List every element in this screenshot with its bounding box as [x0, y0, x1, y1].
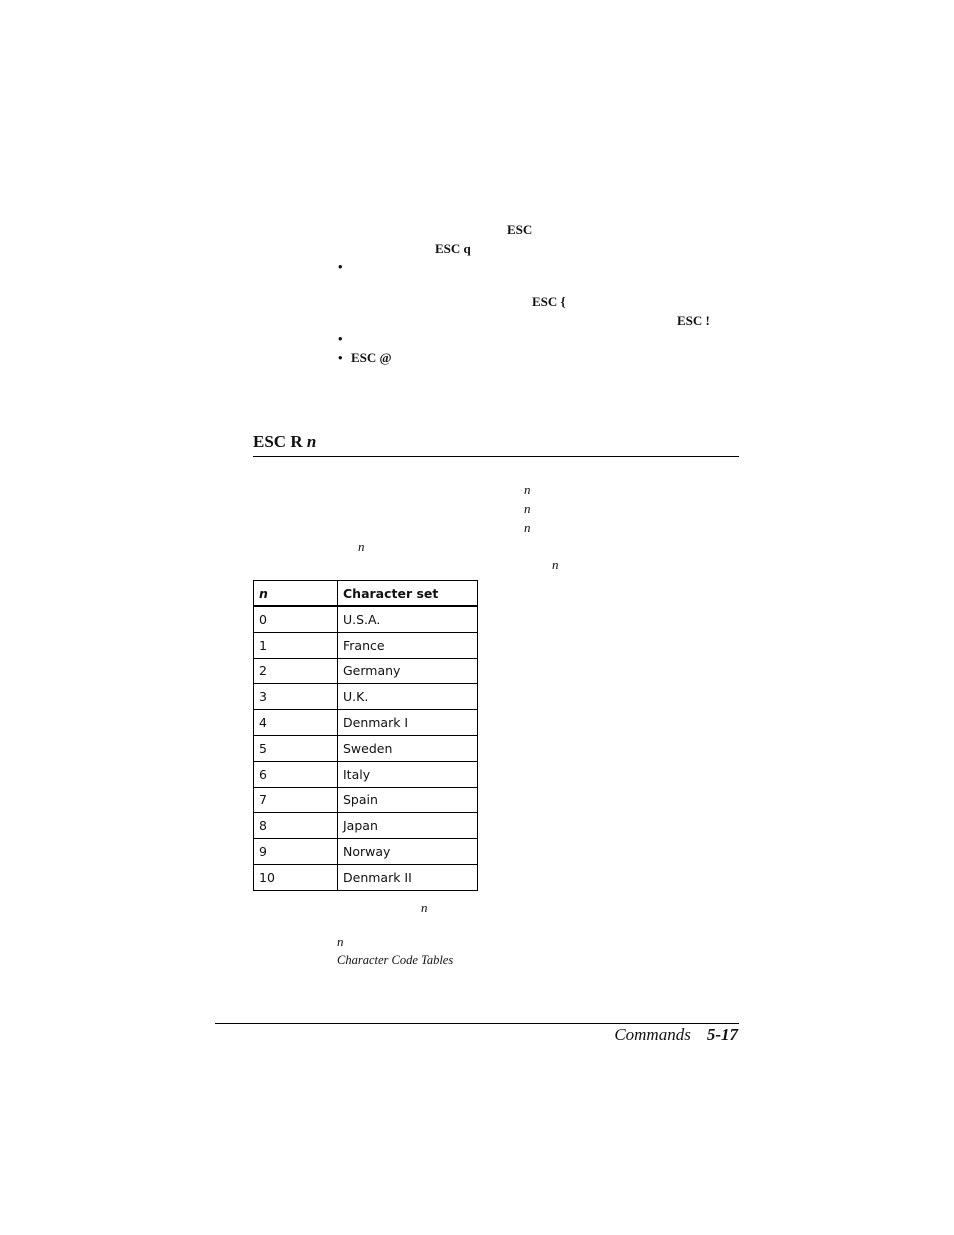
section-title-param: n	[306, 432, 317, 451]
table-row	[254, 684, 478, 710]
bullet-2: •	[338, 331, 343, 346]
table-row	[254, 787, 478, 813]
page-number: 5-17	[706, 1025, 738, 1044]
table-header-n: n	[254, 581, 338, 607]
table-cell-n: 8	[254, 813, 338, 839]
table-header-character-set: Character set	[338, 581, 478, 607]
param-n: n	[524, 482, 531, 497]
table-header-row	[254, 581, 478, 607]
table-cell-n: 2	[254, 658, 338, 684]
table-cell-character-set: Japan	[338, 813, 478, 839]
table-cell-character-set: Norway	[338, 839, 478, 865]
table-row	[254, 839, 478, 865]
table-cell-character-set: Italy	[338, 761, 478, 787]
reference-link: Character Code Tables	[337, 953, 454, 967]
section-rule	[253, 456, 739, 457]
esc-q-keyword: ESC q	[435, 241, 471, 256]
footer-label: Commands	[614, 1025, 691, 1044]
section-title-command: ESC R	[253, 432, 303, 451]
table-cell-n: 4	[254, 710, 338, 736]
table-row	[254, 761, 478, 787]
table-cell-character-set: Germany	[338, 658, 478, 684]
table-cell-n: 10	[254, 864, 338, 890]
esc-brace-keyword: ESC {	[532, 294, 566, 309]
table-cell-n: 7	[254, 787, 338, 813]
table-cell-n: 6	[254, 761, 338, 787]
character-set-table	[253, 580, 478, 891]
bullet-3: •	[338, 350, 343, 365]
table-row	[254, 813, 478, 839]
table-row	[254, 710, 478, 736]
table-cell-n: 9	[254, 839, 338, 865]
bullet-1: •	[338, 259, 343, 274]
esc-keyword: ESC	[507, 222, 533, 237]
param-n: n	[552, 557, 559, 572]
param-n: n	[421, 900, 428, 915]
table-cell-character-set: Denmark I	[338, 710, 478, 736]
section-title	[253, 432, 316, 452]
table-cell-character-set: France	[338, 632, 478, 658]
table-cell-n: 1	[254, 632, 338, 658]
table-cell-character-set: Sweden	[338, 735, 478, 761]
param-n: n	[524, 501, 531, 516]
table-cell-character-set: Spain	[338, 787, 478, 813]
table-cell-n: 3	[254, 684, 338, 710]
table-cell-character-set: U.S.A.	[338, 606, 478, 632]
table-row	[254, 735, 478, 761]
table-row	[254, 606, 478, 632]
param-n: n	[524, 520, 531, 535]
table-cell-n: 0	[254, 606, 338, 632]
table-row	[254, 658, 478, 684]
table-cell-n: 5	[254, 735, 338, 761]
table-row	[254, 632, 478, 658]
param-n: n	[358, 539, 365, 554]
esc-bang-keyword: ESC !	[677, 313, 710, 328]
table-cell-character-set: Denmark II	[338, 864, 478, 890]
page-footer	[614, 1025, 738, 1045]
param-n: n	[337, 934, 344, 949]
esc-at-keyword: ESC @	[351, 350, 392, 365]
table-row	[254, 864, 478, 890]
table-cell-character-set: U.K.	[338, 684, 478, 710]
footer-rule	[215, 1023, 739, 1024]
